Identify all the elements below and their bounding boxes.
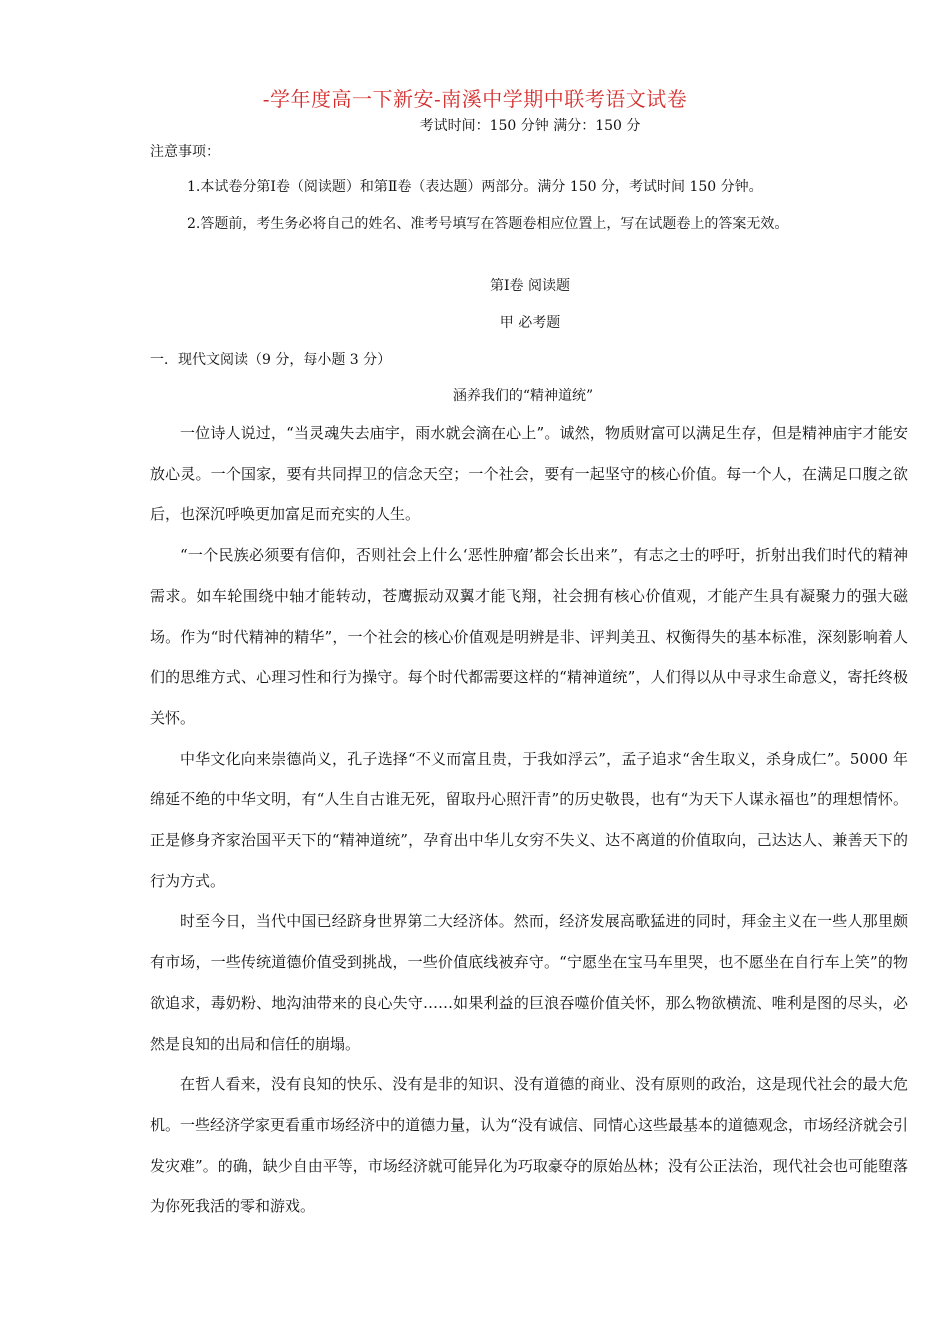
article-body — [150, 413, 908, 1227]
question-title: 一．现代文阅读（9 分，每小题 3 分） — [150, 352, 392, 368]
part-title: 甲 必考题 — [499, 315, 561, 331]
article-paragraph-1: 一位诗人说过，“当灵魂失去庙宇，雨水就会滴在心上”。诚然，物质财富可以满足生存，但是精神庙宇才能安放心灵。一个国家，要有共同捍卫的信念天空；一个社会，要有一起坚守的核心价值。每一个人，在满足口腹之欲后，也深沉呼唤更加富足而充实的人生。 — [150, 424, 908, 524]
section-title: 第Ⅰ卷 阅读题 — [490, 278, 570, 294]
article-title: 涵养我们的“精神道统” — [452, 388, 594, 404]
article-paragraph-3: 中华文化向来崇德尚义，孔子选择“不义而富且贵，于我如浮云”，孟子追求“舍生取义，杀身成仁”。5000 年绵延不绝的中华文明，有“人生自古谁无死，留取丹心照汗青”的历史敬畏，也有“为天下人谋永福也”的理想情怀。正是修身齐家治国平天下的“精神道统”，孕育出中华儿女穷不失义、达不离道的价值取向，己达达人、兼善天下的行为方式。 — [150, 749, 908, 890]
article-paragraph-4: 时至今日，当代中国已经跻身世界第二大经济体。然而，经济发展高歌猛进的同时，拜金主义在一些人那里颇有市场，一些传统道德价值受到挑战，一些价值底线被弃守。“宁愿坐在宝马车里哭，也不愿坐在自行车上笑”的物欲追求，毒奶粉、地沟油带来的良心失守……如果利益的巨浪吞噬价值关怀，那么物欲横流、唯利是图的尽头，必然是良知的出局和信任的崩塌。 — [150, 912, 908, 1053]
exam-subtitle: 考试时间：150 分钟 满分：150 分 — [419, 118, 641, 134]
notes-heading: 注意事项： — [150, 144, 220, 160]
note-item-2: 2.答题前，考生务必将自己的姓名、准考号填写在答题卷相应位置上，写在试题卷上的答案无效。 — [187, 216, 789, 232]
article-paragraph-2: “一个民族必须要有信仰，否则社会上什么‘恶性肿瘤’都会长出来”，有志之士的呼吁，折射出我们时代的精神需求。如车轮围绕中轴才能转动，苍鹰振动双翼才能飞翔，社会拥有核心价值观，才能产生具有凝聚力的强大磁场。作为“时代精神的精华”，一个社会的核心价值观是明辨是非、评判美丑、权衡得失的基本标准，深刻影响着人们的思维方式、心理习性和行为操守。每个时代都需要这样的“精神道统”，人们得以从中寻求生命意义，寄托终极关怀。 — [150, 546, 908, 727]
note-item-1: 1.本试卷分第Ⅰ卷（阅读题）和第Ⅱ卷（表达题）两部分。满分 150 分，考试时间 150 分钟。 — [187, 179, 763, 195]
article-paragraph-5: 在哲人看来，没有良知的快乐、没有是非的知识、没有道德的商业、没有原则的政治，这是现代社会的最大危机。一些经济学家更看重市场经济中的道德力量，认为“没有诚信、同情心这些最基本的道德观念，市场经济就会引发灾难”。的确，缺少自由平等，市场经济就可能异化为巧取豪夺的原始丛林；没有公正法治，现代社会也可能堕落为你死我活的零和游戏。 — [150, 1075, 908, 1216]
exam-title: -学年度高一下新安-南溪中学期中联考语文试卷 — [262, 87, 688, 111]
